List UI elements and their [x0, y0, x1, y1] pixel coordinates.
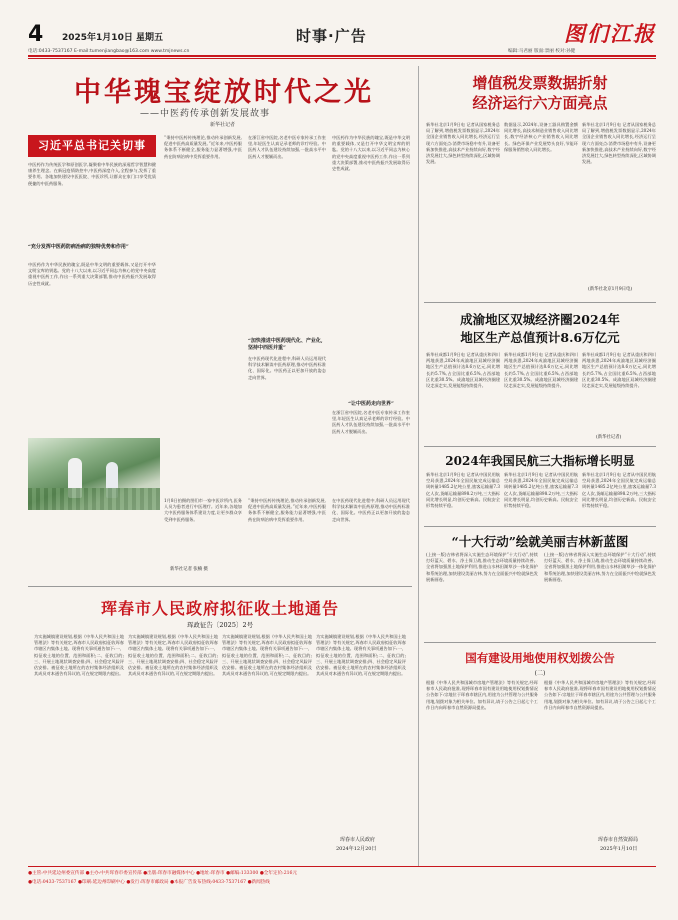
rule-economy: [424, 446, 656, 447]
notice-allocation-number: (二): [534, 670, 546, 677]
aviation-col-1: 新华社北京1月9日电 记者从中国民用航空局获悉,2024年全国民航完成运输总周转量1485.2亿吨公里,旅客运输量7.3亿人次,货邮运输量898.2万吨,三大指标同比增长明显,均创历史新高。民航安全形势持续平稳。: [426, 472, 500, 509]
vat-title-1: 增值税发票数据折射: [472, 74, 608, 92]
photo-credit: 新华社记者 张楠 摄: [170, 567, 208, 572]
lead-subhead-1: “加快推进中医药现代化、产业化,坚持中西医并重”: [248, 338, 323, 351]
footer-line-2: ●电话:0433-7537167 ●印刷:延边州印刷中心 ●发行:珲春市邮政局 ●本报广告发布热线:0433-7537167 ●新闻热线: [28, 880, 270, 885]
photo-caption: 1月8日拍摄的图们市一家中医诊所内,医务人员为患者进行中医理疗。近年来,各地加大中医药服务体系建设力度,让更多群众享受到中医药服务。: [164, 498, 242, 522]
notice-land-col-3: 为实施城镇建设规划,根据《中华人民共和国土地管理法》等有关规定,珲春市人民政府拟征收珲春市辖区内集体土地。现将有关事项通告如下:一、拟征收土地的位置、范围和面积;二、征收目的;三、开展土地现状调查安排;四、社会稳定风险评估安排。被征收土地所在的农村集体经济组织及其成员对本通告有异议的,可在规定期限内提出。: [222, 634, 312, 677]
lead-tail-1: “秉持中医药传统理论,推动传承创新发展,促进中医药高质量发展。”近年来,中医药服务体系不断健全,服务能力显著增强,中医药在防病治病中发挥重要作用。: [248, 498, 326, 522]
economy-title-1: 成渝地区双城经济圈2024年: [460, 312, 620, 327]
notice-land-col-4: 为实施城镇建设规划,根据《中华人民共和国土地管理法》等有关规定,珲春市人民政府拟征收珲春市辖区内集体土地。现将有关事项通告如下:一、拟征收土地的位置、范围和面积;二、征收目的;三、开展土地现状调查安排;四、社会稳定风险评估安排。被征收土地所在的农村集体经济组织及其成员对本通告有异议的,可在规定期限内提出。: [316, 634, 406, 677]
rule-jilin: [424, 642, 656, 643]
economy-title-2: 地区生产总值预计8.6万亿元: [460, 330, 620, 345]
lead-subhead-2: “让中医药走向世界”: [348, 401, 394, 407]
jilin-title: “十大行动”绘就美丽吉林新蓝图: [451, 534, 629, 549]
notice-land-number: 珲政征告〔2025〕2号: [186, 621, 254, 629]
aviation-col-2: 新华社北京1月9日电 记者从中国民用航空局获悉,2024年全国民航完成运输总周转量1485.2亿吨公里,旅客运输量7.3亿人次,货邮运输量898.2万吨,三大指标同比增长明显,均创历史新高。民航安全形势持续平稳。: [504, 472, 578, 509]
lead-column-2: 在浙江省中医院,名老中医专家传承工作室里,年轻医生认真记录老师的诊疗经验。中医药人才队伍建设持续加强,一批高水平中医药人才脱颖而出。: [248, 135, 326, 159]
feature-body: 中医药作为中华民族的瑰宝,既是中华文明的重要载体,又是打开中华文明宝库的钥匙。党的十八大以来,以习近平同志为核心的党中央高度重视中医药工作,作出一系列重大决策部署,推动中医药振兴发展取得历史性成就。: [28, 262, 156, 286]
contact-line: 电话:0433-7537167 E-mail:tumenjiangbao@163.com www.tmjnews.cn: [28, 49, 190, 54]
notice-allocation-date: 2025年1月10日: [600, 846, 638, 852]
lead-column-1: “秉持中医药传统理论,推动传承创新发展,促进中医药高质量发展。”近年来,中医药服务体系不断健全,服务能力显著增强,中医药在防病治病中发挥重要作用。: [164, 135, 242, 159]
vat-end: (新华社北京1月9日电): [588, 287, 633, 292]
lead-title: 中华瑰宝绽放时代之光: [74, 77, 374, 108]
editor-line: 编辑:马君丽 版面:景丽 校对:孙健: [508, 49, 576, 54]
economy-end: (新华社记者): [596, 435, 622, 440]
lead-tail-2: 在中医药现代化进程中,科研人员运用现代科学技术解读中医药原理,推动中医药标准化、国际化。中医药正以更加开放的姿态走向世界。: [332, 498, 410, 522]
page-number: 4: [28, 22, 44, 47]
vat-col-2: 数据显示,2024年,设备工器具购置金额同比增长,高技术制造业销售收入同比增长,数字经济核心产业销售收入同比增长。绿色环保产业发展势头良好,节能环保服务销售收入同比增长。: [504, 122, 578, 152]
jilin-col-2: (上接一版)吉林省将深入实施生态环境保护“十大行动”,持续打好蓝天、碧水、净土保卫战,推动生态环境质量持续改善。全省将加强黑土地保护利用,推进山水林田湖草沙一体化保护和系统治理,加快建设美丽吉林,努力在全面振兴中绘就绿色发展新画卷。: [544, 552, 656, 582]
footer-rule: [28, 866, 656, 867]
notice-land-col-1: 为实施城镇建设规划,根据《中华人民共和国土地管理法》等有关规定,珲春市人民政府拟征收珲春市辖区内集体土地。现将有关事项通告如下:一、拟征收土地的位置、范围和面积;二、征收目的;三、开展土地现状调查安排;四、社会稳定风险评估安排。被征收土地所在的农村集体经济组织及其成员对本通告有异议的,可在规定期限内提出。: [34, 634, 124, 677]
section-title: 时事·广告: [296, 27, 367, 45]
issue-weekday: 星期五: [136, 33, 164, 43]
feature-subhead: “充分发挥中医药防病治病的独特优势和作用”: [28, 244, 129, 250]
feature-banner-text: 习近平总书记关切事: [38, 139, 146, 152]
footer-line-1: ●主管:中共延边州委宣传部 ●主办:中共珲春市委宣传部 ●出版:珲春市融媒体中心 ●地址:珲春市 ●邮编:133300 ●全年定价:216元: [28, 871, 298, 876]
jilin-col-1: (上接一版)吉林省将深入实施生态环境保护“十大行动”,持续打好蓝天、碧水、净土保卫战,推动生态环境质量持续改善。全省将加强黑土地保护利用,推进山水林田湖草沙一体化保护和系统治理,加快建设美丽吉林,努力在全面振兴中绘就绿色发展新画卷。: [426, 552, 538, 582]
vat-title-2: 经济运行六方面亮点: [472, 94, 608, 112]
notice-land-title: 珲春市人民政府拟征收土地通告: [100, 599, 339, 618]
notice-land-date: 2024年12月20日: [336, 846, 377, 852]
aviation-col-3: 新华社北京1月9日电 记者从中国民用航空局获悉,2024年全国民航完成运输总周转量1485.2亿吨公里,旅客运输量7.3亿人次,货邮运输量898.2万吨,三大指标同比增长明显,均创历史新高。民航安全形势持续平稳。: [582, 472, 656, 509]
economy-col-2: 新华社成都1月9日电 记者从重庆和四川两地获悉,2024年成渝地区双城经济圈地区生产总值预计达8.6万亿元,同比增长约5.7%,占全国比重6.5%,占西部地区比重30.5%。成渝地区双城经济圈建设走深走实,发展能级持续提升。: [504, 352, 578, 389]
feature-banner: [28, 135, 156, 157]
header-rule-thin: [28, 58, 656, 59]
lead-subtitle: ——中医药传承创新发展故事: [140, 109, 271, 119]
news-photo: [28, 438, 160, 510]
notice-allocation-title: 国有建设用地使用权划拨公告: [465, 651, 615, 665]
notice-land-col-2: 为实施城镇建设规划,根据《中华人民共和国土地管理法》等有关规定,珲春市人民政府拟征收珲春市辖区内集体土地。现将有关事项通告如下:一、拟征收土地的位置、范围和面积;二、征收目的;三、开展土地现状调查安排;四、社会稳定风险评估安排。被征收土地所在的农村集体经济组织及其成员对本通告有异议的,可在规定期限内提出。: [128, 634, 218, 677]
issue-date: 2025年1月10日: [62, 33, 133, 43]
masthead-logo: 图们江报: [564, 22, 656, 46]
notice-allocation-col-1: 根据《中华人民共和国城市房地产管理法》等有关规定,经珲春市人民政府批准,现将珲春市国有建设用地使用权划拨情况公告如下:宗地位于珲春市辖区内,用途为公共管理与公共服务用地,划拨对象为相关单位。如有异议,请于公告之日起七个工作日内向珲春市自然资源局提出。: [426, 680, 538, 710]
rule-aviation: [424, 526, 656, 527]
aviation-title: 2024年我国民航三大指标增长明显: [445, 454, 635, 468]
economy-col-3: 新华社成都1月9日电 记者从重庆和四川两地获悉,2024年成渝地区双城经济圈地区生产总值预计达8.6万亿元,同比增长约5.7%,占全国比重6.5%,占西部地区比重30.5%。成渝地区双城经济圈建设走深走实,发展能级持续提升。: [582, 352, 656, 389]
lead-column-3: 中医药作为中华民族的瑰宝,既是中华文明的重要载体,又是打开中华文明宝库的钥匙。党的十八大以来,以习近平同志为核心的党中央高度重视中医药工作,作出一系列重大决策部署,推动中医药振兴发展取得历史性成就。: [332, 135, 410, 172]
notice-allocation-signature: 珲春市自然资源局: [598, 837, 639, 843]
lead-bottom-rule: [28, 586, 412, 587]
header-rule: [28, 55, 656, 57]
notice-land-signature: 珲春市人民政府: [340, 837, 376, 843]
notice-allocation-col-2: 根据《中华人民共和国城市房地产管理法》等有关规定,经珲春市人民政府批准,现将珲春市国有建设用地使用权划拨情况公告如下:宗地位于珲春市辖区内,用途为公共管理与公共服务用地,划拨对象为相关单位。如有异议,请于公告之日起七个工作日内向珲春市自然资源局提出。: [544, 680, 656, 710]
vat-col-3: 新华社北京1月9日电 记者从国家税务总局了解到,增值税发票数据显示,2024年全国企业销售收入同比增长,经济运行呈现六方面亮点:消费市场稳中有升,设备更新加快推进,高技术产业持续向好,数字经济发展壮大,绿色转型持续深化,区域协调发展。: [582, 122, 656, 165]
feature-intro: 中医药作为传统医学和原创医学,凝聚着中华民族的深邃哲学智慧和健康养生理念。在新冠疫情防控中,中医药深度介入,全程参与,发挥了重要作用。各地加快建设中医医院、中医诊所,让群众在家门口享受优质便捷的中医药服务。: [28, 162, 156, 186]
rule-vat: [424, 302, 656, 303]
column-divider: [418, 66, 419, 866]
lead-column-2b: 在中医药现代化进程中,科研人员运用现代科学技术解读中医药原理,推动中医药标准化、国际化。中医药正以更加开放的姿态走向世界。: [248, 356, 326, 380]
lead-byline: 新华社记者: [210, 122, 236, 128]
economy-col-1: 新华社成都1月9日电 记者从重庆和四川两地获悉,2024年成渝地区双城经济圈地区生产总值预计达8.6万亿元,同比增长约5.7%,占全国比重6.5%,占西部地区比重30.5%。成渝地区双城经济圈建设走深走实,发展能级持续提升。: [426, 352, 500, 389]
lead-column-3b: 在浙江省中医院,名老中医专家传承工作室里,年轻医生认真记录老师的诊疗经验。中医药人才队伍建设持续加强,一批高水平中医药人才脱颖而出。: [332, 410, 410, 434]
photo-plants: [28, 488, 160, 510]
vat-col-1: 新华社北京1月9日电 记者从国家税务总局了解到,增值税发票数据显示,2024年全国企业销售收入同比增长,经济运行呈现六方面亮点:消费市场稳中有升,设备更新加快推进,高技术产业持续向好,数字经济发展壮大,绿色转型持续深化,区域协调发展。: [426, 122, 500, 165]
